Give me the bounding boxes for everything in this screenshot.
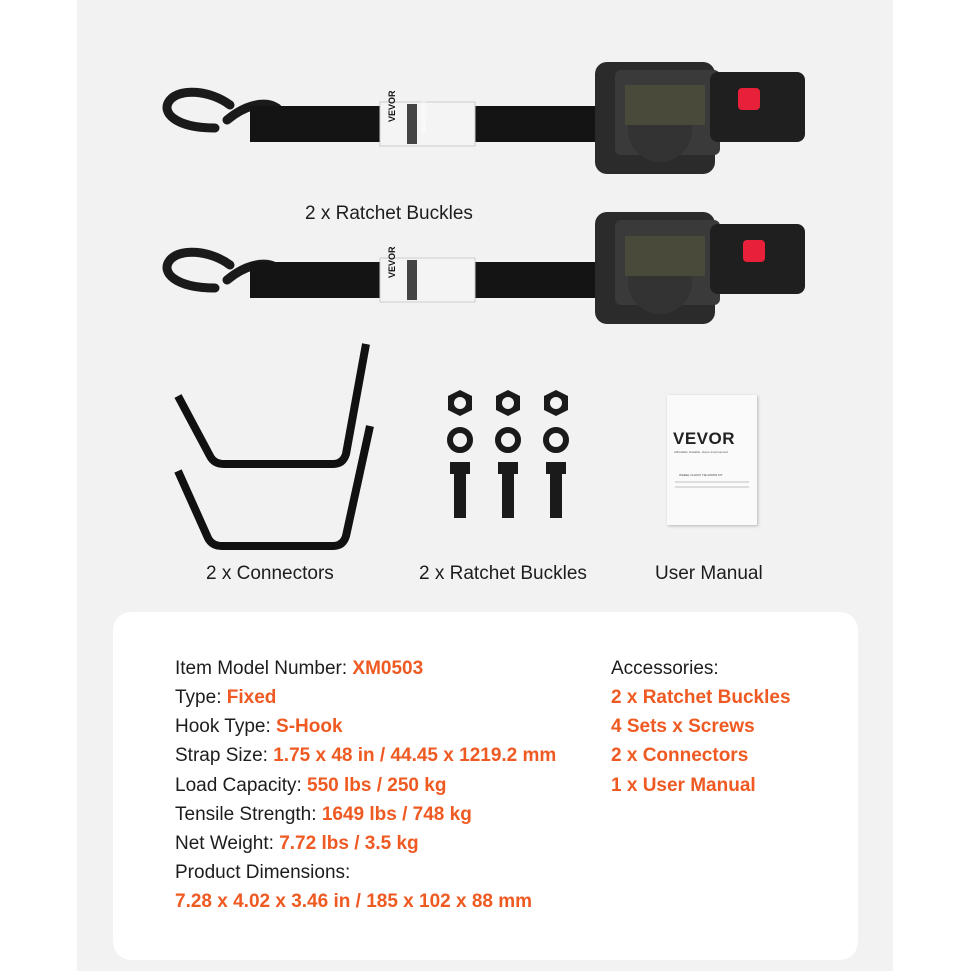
caption-ratchet-buckles: 2 x Ratchet Buckles [305,203,473,224]
ratchet-strap-image-1 [155,50,815,180]
spec-dims-label: Product Dimensions: [175,862,351,883]
manual-tagline: Affordable, Reliable, Home Improvement [674,450,729,454]
accessory-item-1: 2 x Ratchet Buckles [611,687,791,708]
caption-user-manual: User Manual [655,563,763,584]
spec-weight-value: 7.72 lbs / 3.5 kg [279,833,419,854]
ratchet-strap-image-2 [155,198,815,328]
spec-load-label: Load Capacity: [175,775,302,796]
screws-image [438,390,578,520]
manual-brand: VEVOR [673,429,736,448]
spec-type-value: Fixed [226,687,277,708]
spec-model-value: XM0503 [352,658,424,679]
manual-title: WHEEL CHOCK TIE-DOWN KIT [679,473,723,477]
spec-dims-value: 7.28 x 4.02 x 3.46 in / 185 x 102 x 88 mm [175,891,533,912]
spec-weight-label: Net Weight: [175,833,274,854]
spec-load [175,774,446,798]
spec-hook-value: S-Hook [276,716,343,737]
accessory-item-2: 4 Sets x Screws [611,716,755,737]
accessory-item-4: 1 x User Manual [611,775,756,796]
spec-weight [175,832,419,856]
spec-type-label: Type: [175,687,222,708]
spec-tensile-value: 1649 lbs / 748 kg [321,804,472,825]
caption-screws: 2 x Ratchet Buckles [419,563,587,584]
spec-hook-label: Hook Type: [175,716,271,737]
spec-hook [175,715,343,739]
spec-strap-label: Strap Size: [175,745,268,766]
spec-tensile [175,803,472,827]
accessories-title: Accessories: [611,658,719,679]
spec-load-value: 550 lbs / 250 kg [307,775,447,796]
spec-tensile-label: Tensile Strength: [175,804,317,825]
spec-strap-value: 1.75 x 48 in / 44.45 x 1219.2 mm [273,745,557,766]
strap-label-warning: WARNING [421,100,428,134]
user-manual-image [667,395,757,525]
strap-label-brand: VEVOR [387,90,397,122]
spec-model-label: Item Model Number: [175,658,348,679]
spec-strap [175,744,556,768]
connectors-image [168,338,383,553]
spec-model [175,657,423,681]
spec-type [175,686,276,710]
strap-label-brand-2: VEVOR [387,246,397,278]
caption-connectors: 2 x Connectors [206,563,334,584]
accessory-item-3: 2 x Connectors [611,745,749,766]
